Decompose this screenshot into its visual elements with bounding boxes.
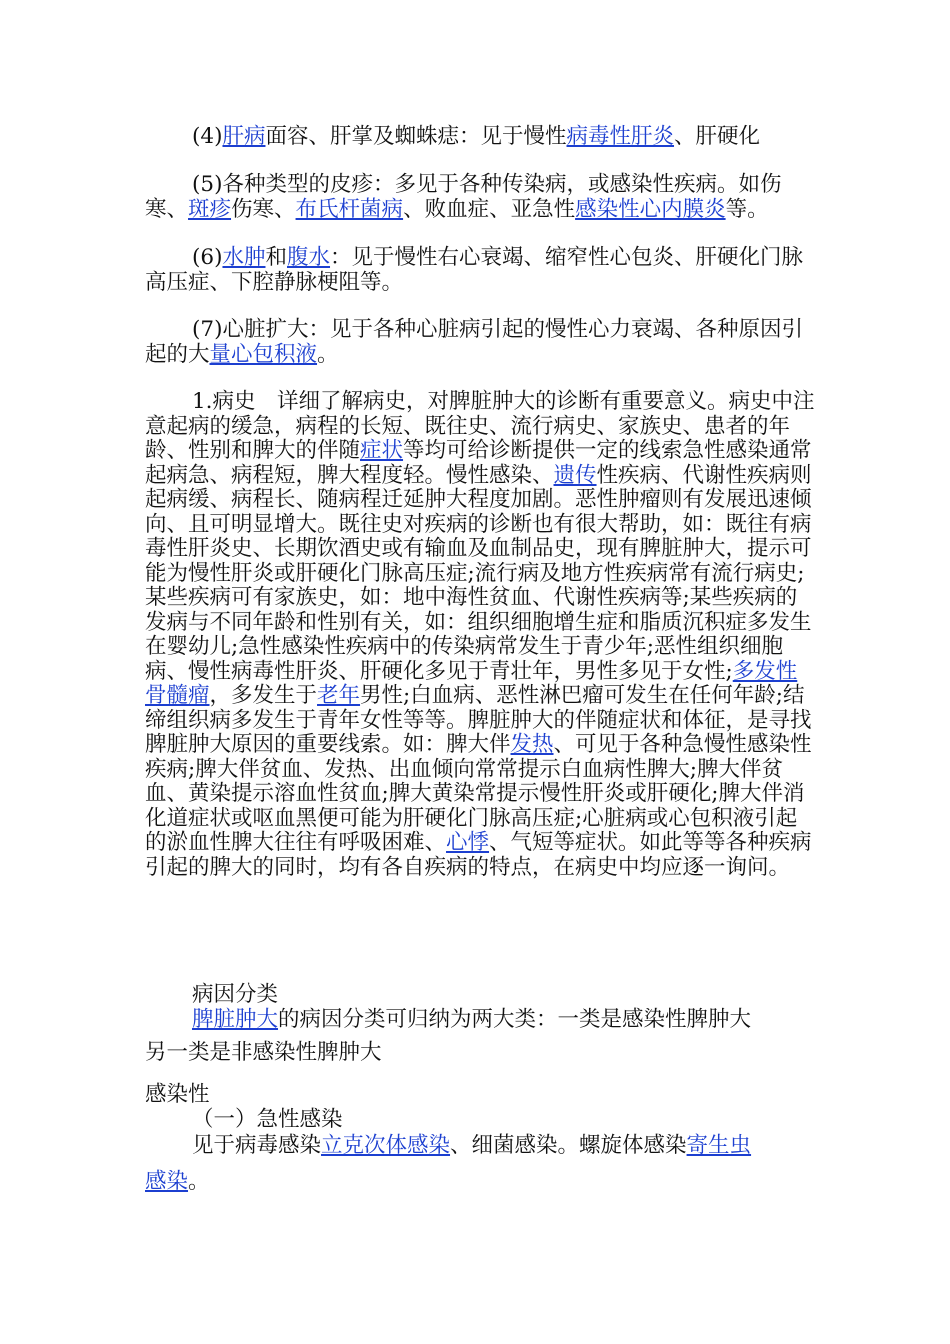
text: (5)各种类型的皮疹：多见于各种传染病，或感染性疾病。如伤寒、 — [145, 172, 782, 222]
link-ascites[interactable]: 腹水 — [287, 245, 331, 270]
link-palpitation[interactable]: 心悸 — [446, 830, 490, 855]
link-heredity[interactable]: 遗传 — [553, 462, 597, 488]
text: 等。 — [725, 196, 769, 222]
text: 1.病史 详细了解病史，对脾脏肿大的诊断有重要意义。病史中注意起病的缓急，病程的长短、既往史、流行病史、家族史、患者的年龄、性别和脾大的伴随 — [145, 389, 815, 463]
text: 的病因分类可归纳为两大类：一类是感染性脾肿大 — [278, 1007, 752, 1032]
text: 面容、肝掌及蜘蛛痣：见于慢性 — [265, 124, 567, 149]
link-viral-hepatitis[interactable]: 病毒性肝炎 — [566, 124, 675, 149]
text: 、肝硬化 — [674, 124, 761, 149]
classification-line-2: 另一类是非感染性脾肿大 — [145, 1040, 382, 1065]
text: ：见于慢性右心衰竭、缩窄性心包炎、肝硬化门脉高压症、下腔静脉梗阻等。 — [145, 245, 804, 295]
text: (7)心脏扩大：见于各种心脏病引起的慢性心力衰竭、各种原因引起的大 — [145, 317, 803, 367]
text: 。 — [317, 341, 339, 367]
link-rickettsial-infection[interactable]: 立克次体感染 — [321, 1133, 451, 1158]
text: (6) — [192, 245, 223, 270]
link-fever[interactable]: 发热 — [510, 732, 554, 757]
link-multiple-myeloma[interactable]: 多发性骨髓瘤 — [145, 658, 798, 708]
link-edema[interactable]: 水肿 — [222, 245, 266, 270]
text: 男性;白血病、恶性淋巴瘤可发生在任何年龄;结缔组织病多发生于青年女性等等。脾脏肿大的伴随症状和体征，是寻找脾脏肿大原因的重要线索。如：脾大伴 — [145, 683, 812, 757]
link-splenomegaly[interactable]: 脾脏肿大 — [192, 1007, 279, 1032]
text: 性疾病、代谢性疾病则起病缓、病程长、随病程迁延肿大程度加剧。恶性肿瘤则有发展迅速倾向、且可明显增大。既往史对疾病的诊断也有很大帮助，如：既往有病毒性肝炎史、长期饮酒史或有输血及血制品史，现有脾脏肿大，提示可能为慢性肝炎或肝硬化门脉高压症;流行病及地方性疾病常有流行病史;某些疾病可有家族史，如：地中海性贫血、代谢性疾病等;某些疾病的发病与不同年龄和性别有关，如：组织细胞增生症和脂质沉积症多发生在婴幼儿;急性感染性疾病中的传染病常发生于青少年;恶性组织细胞病、慢性病毒性肝炎、肝硬化多见于青壮年，男性多见于女性; — [145, 462, 812, 684]
infectious-heading: 感染性 — [145, 1082, 210, 1107]
acute-infection-subheading: （一）急性感染 — [192, 1107, 343, 1132]
link-parasite[interactable]: 寄生虫 — [686, 1133, 752, 1158]
text: (4) — [192, 124, 223, 149]
link-brucellosis[interactable]: 布氏杆菌病 — [295, 196, 404, 222]
text: 见于病毒感染 — [192, 1133, 322, 1158]
text: 。 — [188, 1169, 210, 1194]
link-elderly[interactable]: 老年 — [317, 683, 361, 708]
link-pericardial-effusion[interactable]: 量心包积液 — [209, 341, 318, 367]
text: 、气短等症状。如此等等各种疾病引起的脾大的同时，均有各自疾病的特点，在病史中均应逐一询问。 — [145, 830, 812, 880]
link-symptoms[interactable]: 症状 — [360, 438, 404, 463]
paragraph-medical-history — [145, 390, 815, 880]
link-infective-endocarditis[interactable]: 感染性心内膜炎 — [575, 196, 726, 222]
text: 等均可给诊断提供一定的线索急性感染通常起病急、病程短，脾大程度轻。慢性感染、 — [145, 438, 812, 488]
text: 、细菌感染。螺旋体感染 — [450, 1133, 687, 1158]
text: ，多发生于 — [209, 683, 318, 708]
paragraph-rash — [145, 173, 815, 222]
text: 和 — [265, 245, 287, 270]
paragraph-cardiomegaly — [145, 318, 815, 367]
text: 、败血症、亚急性 — [403, 196, 576, 222]
link-parasite-infection[interactable]: 感染 — [145, 1169, 189, 1194]
classification-heading: 病因分类 — [192, 982, 279, 1007]
acute-infection-line-2 — [145, 1170, 210, 1194]
paragraph-edema-ascites — [145, 246, 815, 295]
paragraph-liver-disease — [145, 125, 815, 150]
link-liver-disease[interactable]: 肝病 — [222, 124, 266, 149]
link-typhus[interactable]: 斑疹 — [188, 196, 232, 222]
classification-line-1 — [192, 1008, 751, 1032]
text: 、可见于各种急慢性感染性疾病;脾大伴贫血、发热、出血倾向常常提示白血病性脾大;脾大伴贫血、黄染提示溶血性贫血;脾大黄染常提示慢性肝炎或肝硬化;脾大伴消化道症状或呕血黑便可能为肝硬化门脉高压症;心脏病或心包积液引起的淤血性脾大往往有呼吸困难、 — [145, 732, 812, 855]
text: 伤寒、 — [231, 196, 296, 222]
acute-infection-line-1 — [192, 1134, 751, 1158]
